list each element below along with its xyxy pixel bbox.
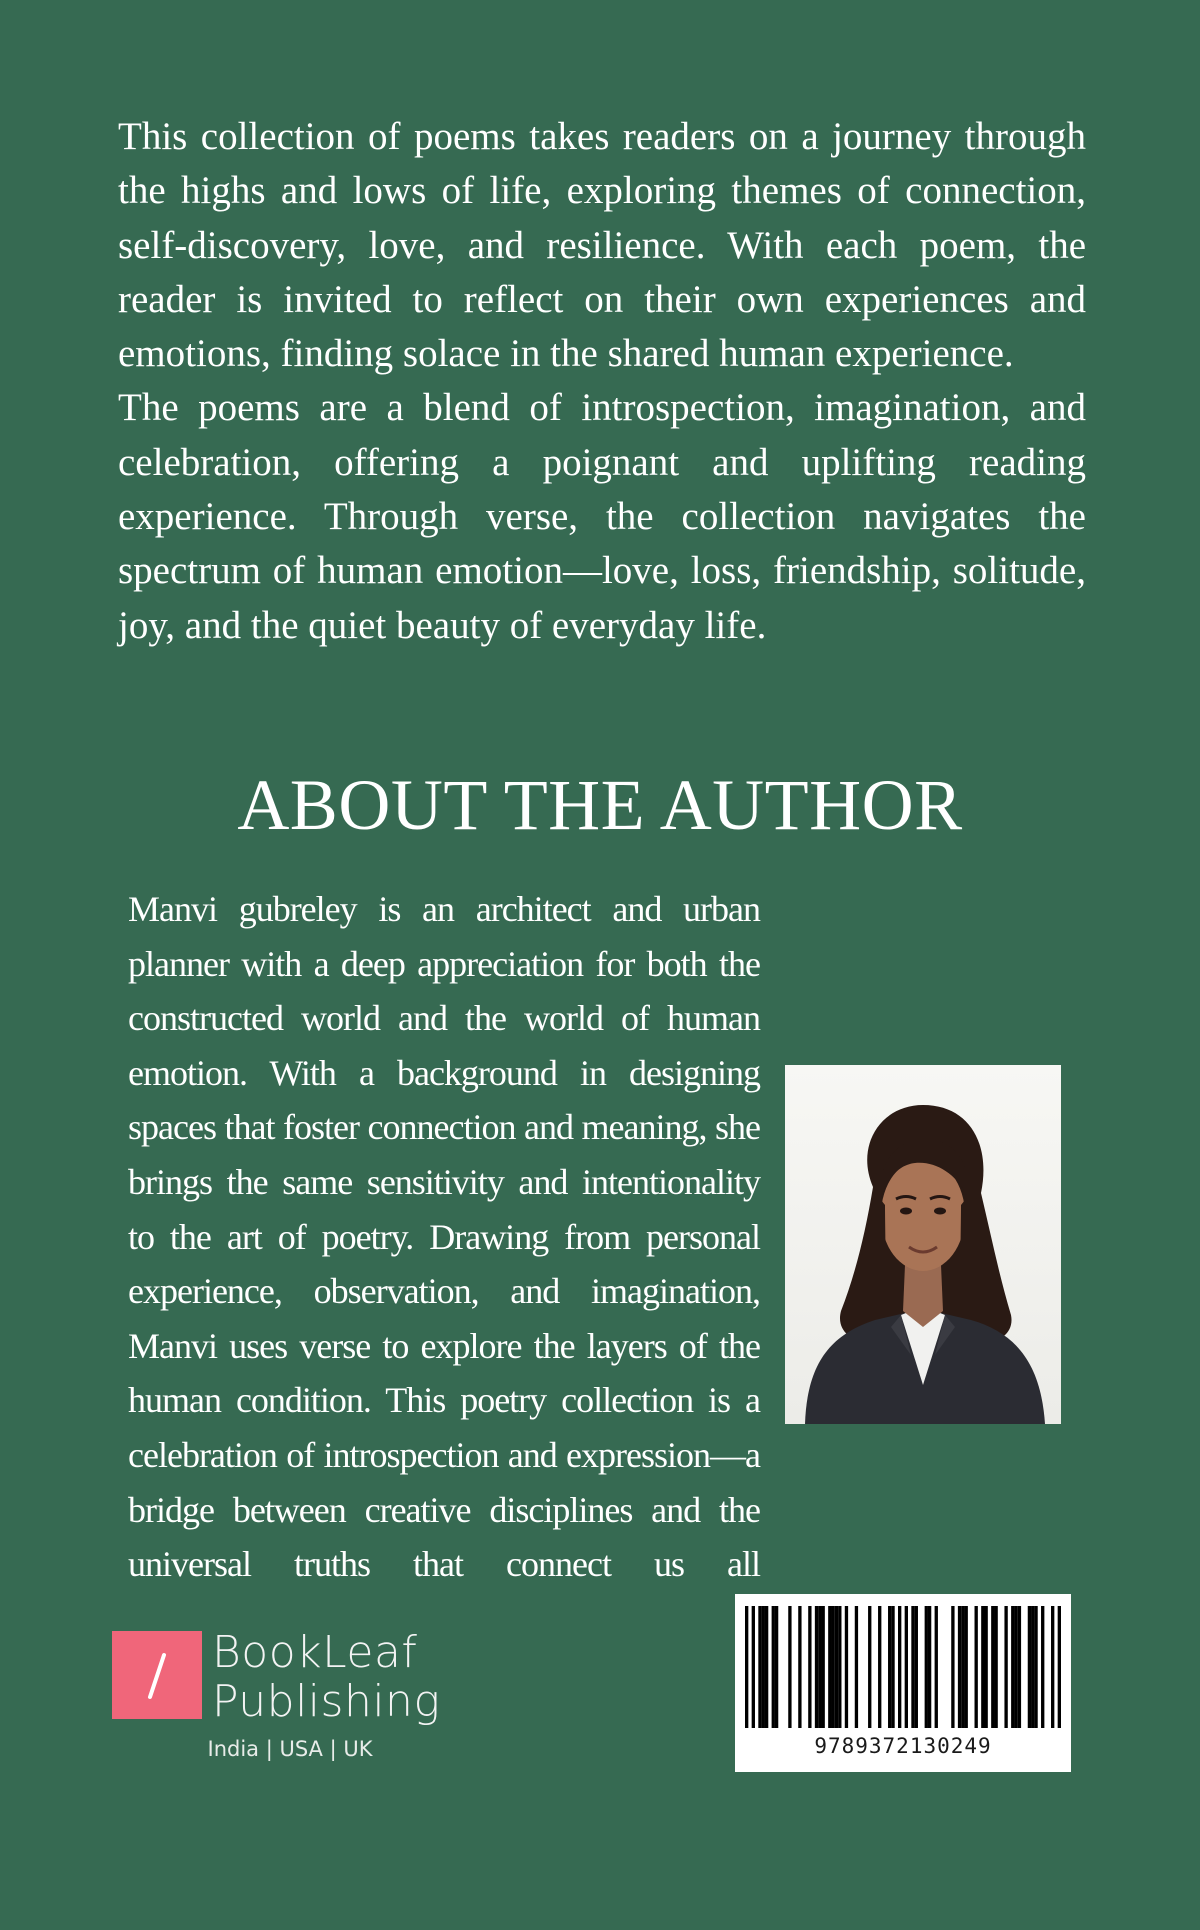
isbn-number: 9789372130249 (814, 1734, 992, 1758)
barcode-bar (762, 1606, 765, 1728)
publisher-name-line-2: Publishing (212, 1676, 441, 1727)
publisher-name-line-1: BookLeaf (212, 1627, 418, 1678)
author-portrait-illustration (785, 1065, 1061, 1424)
barcode-bar (925, 1606, 928, 1728)
barcode-bar (815, 1606, 818, 1728)
barcode-bar (788, 1606, 791, 1728)
publisher-logo (112, 1628, 472, 1768)
barcode-bar (838, 1606, 841, 1728)
barcode-bar (868, 1606, 871, 1728)
barcode-bars (735, 1594, 1071, 1734)
blurb-paragraph-1: This collection of poems takes readers on a journey through the highs and lows of life, exploring themes of connection, self-discovery, love, and resilience. With each poem, the reader is invited to reflect on their own experiences and emotions, finding solace in the shared human experience. (118, 115, 1086, 376)
barcode-bar (965, 1606, 968, 1728)
barcode-bar (855, 1606, 858, 1728)
barcode-bar (1028, 1606, 1031, 1728)
barcode-bar (984, 1606, 987, 1728)
isbn-barcode (735, 1594, 1071, 1772)
barcode-bar (1014, 1606, 1017, 1728)
barcode-bar (951, 1606, 954, 1728)
author-bio (128, 882, 760, 1592)
barcode-bar (958, 1606, 961, 1728)
about-author-heading: ABOUT THE AUTHOR (237, 765, 963, 845)
author-photo (785, 1065, 1061, 1424)
barcode-bar (1011, 1606, 1014, 1728)
barcode-bar (822, 1606, 825, 1728)
barcode-bar (1058, 1606, 1061, 1728)
blurb-paragraph-2: The poems are a blend of introspection, imagination, and celebration, offering a poignant and uplifting reading experience. Through verse, the collection navigates the spectrum of human emotion—love, loss, friendship, solitude, joy, and the quiet beauty of everyday life. (118, 386, 1086, 647)
barcode-bar (1051, 1606, 1054, 1728)
barcode-bar (1034, 1606, 1037, 1728)
barcode-bar (752, 1606, 755, 1728)
book-blurb (118, 110, 1086, 653)
barcode-bar (981, 1606, 984, 1728)
barcode-bar (935, 1606, 938, 1728)
barcode-bar (835, 1606, 838, 1728)
barcode-bar (898, 1606, 901, 1728)
barcode-bar (991, 1606, 994, 1728)
barcode-bar (994, 1606, 997, 1728)
barcode-bar (758, 1606, 761, 1728)
barcode-bar (975, 1606, 978, 1728)
barcode-bar (1031, 1606, 1034, 1728)
barcode-bar (828, 1606, 831, 1728)
barcode-bar (745, 1606, 748, 1728)
barcode-bar (1004, 1606, 1007, 1728)
author-bio-text: Manvi gubreley is an architect and urban planner with a deep appreciation for both the constructed world and the world of human emotion. With a background in designing spaces that foster connection and meaning, she brings the same sensitivity and intentionality to the art of poetry. Drawing from personal experience, observation, and imagination, Manvi uses verse to explore the layers of the human condition. This poetry collection is a celebration of introspection and expression—a bridge between creative disciplines and the universal truths that connect us all (128, 889, 760, 1585)
publisher-regions: India | USA | UK (207, 1737, 373, 1761)
barcode-bar (798, 1606, 801, 1728)
barcode-bar (905, 1606, 908, 1728)
barcode-bar (765, 1606, 768, 1728)
barcode-bar (1041, 1606, 1044, 1728)
barcode-bar (915, 1606, 918, 1728)
barcode-bar (961, 1606, 964, 1728)
barcode-bar (845, 1606, 848, 1728)
barcode-bar (831, 1606, 834, 1728)
barcode-bar (878, 1606, 881, 1728)
barcode-bar (1018, 1606, 1021, 1728)
barcode-bar (911, 1606, 914, 1728)
barcode-bar (808, 1606, 811, 1728)
publisher-name (212, 1628, 472, 1726)
barcode-bar (928, 1606, 931, 1728)
barcode-bar (775, 1606, 778, 1728)
barcode-bar (888, 1606, 891, 1728)
barcode-bar (891, 1606, 894, 1728)
barcode-bar (818, 1606, 821, 1728)
barcode-bar (772, 1606, 775, 1728)
slash-mark-icon (112, 1631, 202, 1719)
